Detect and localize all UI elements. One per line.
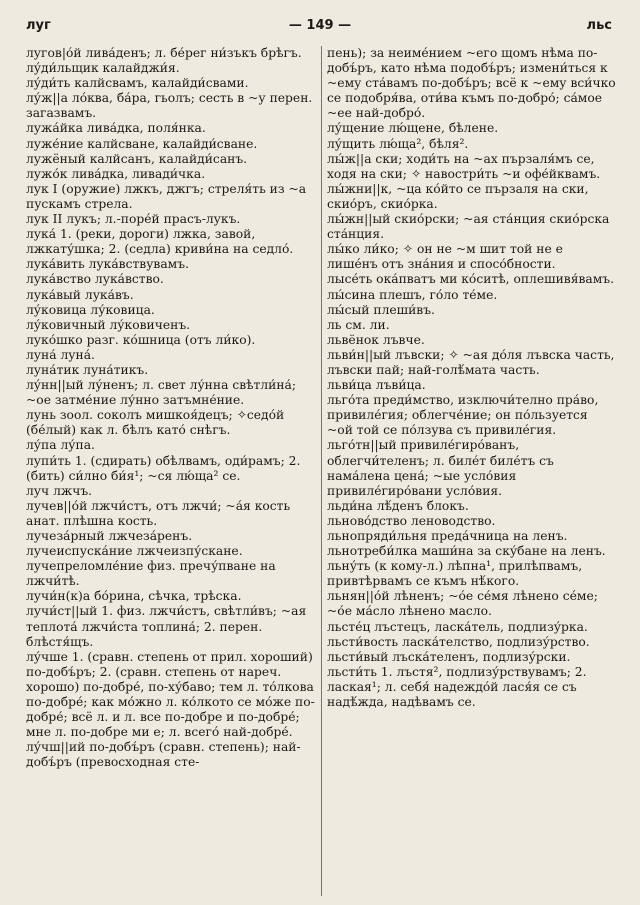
dictionary-entry: льсте́ц лъстецъ, ласка́тель, подлизу́рка.: [327, 619, 588, 634]
right-column: [327, 46, 617, 898]
dictionary-entry: льсти́вость ласка́телство, подлизу́рство.: [327, 634, 590, 649]
dictionary-entry: льсти́ть 1. лъстя², подлизу́рствувамъ; 2. лаская¹; л. себя́ надеждо́й лася́я се съ надѣ́жда, надѣвамъ се.: [327, 664, 587, 710]
dictionary-entry: лу́ковица лу́ковица.: [26, 302, 155, 317]
dictionary-entry: луже́ние калйсване, калайди́сване.: [26, 136, 258, 151]
dictionary-entry: лучи́ст||ый 1. физ. лжчи́стъ, свѣтли́въ; ~ая теплота́ лжчи́ста топлина́; 2. перен. блѣстя́щъ.: [26, 604, 307, 649]
dictionary-entry: льви́н||ый лъвски; ✧ ~ая до́ля лъвска часть, лъвски пай; най-голѣ́мата часть.: [327, 347, 615, 377]
dictionary-entry: лучи́н(к)а бо́рина, сѣчка, трѣска.: [26, 589, 242, 604]
dictionary-entry: лучев||о́й лжчи́стъ, отъ лжчи́; ~а́я кость анат. плѣшна кость.: [26, 498, 291, 528]
header-right-guide-word: льс: [586, 18, 612, 33]
dictionary-entry: лужо́к лива́дка, ливади́чка.: [26, 166, 206, 181]
dictionary-entry: ль см. ли.: [327, 317, 390, 332]
dictionary-entry: луна́тик луна́тикъ.: [26, 362, 149, 377]
dictionary-entry: лук II лукъ; л.-поре́й прасъ-лукъ.: [26, 212, 241, 227]
dictionary-entry: лу́ди́льщик калайджи́я.: [26, 61, 180, 76]
dictionary-entry: лу́чш||ий по-добъ́ръ (сравн. степень); най-добъ́ръ (превосходная сте-: [26, 740, 301, 770]
dictionary-entry: лу́ковичный лу́ковиченъ.: [26, 317, 191, 332]
dictionary-entry: льново́дство леноводство.: [327, 513, 496, 528]
dictionary-entry: пень); за неиме́нием ~его щомъ нѣма по-добъ́ръ, като нѣма подобъ́ръ; измени́ться к ~ему ста́вамъ по-добъ́ръ; всё к ~ему вси́чко се подобря́ва, оти́ва къмъ по-добро́; са́мое ~ее най-добро́.: [327, 46, 616, 121]
dictionary-entry: лучеиспуска́ние лжчеизпу́скане.: [26, 544, 243, 559]
dictionary-entry: лысе́ть ока́пватъ ми ко́ситѣ, оплешивя́вамъ.: [327, 272, 615, 287]
dictionary-entry: лы́ко ли́ко; ✧ он не ~м шит той не е лише́нъ отъ зна́ния и спосо́бности.: [327, 242, 563, 272]
dictionary-entry: луко́шко разг. ко́шница (отъ ли́ко).: [26, 332, 256, 347]
dictionary-entry: лука́вый лука́въ.: [26, 287, 134, 302]
dictionary-entry: льну́ть (к кому-л.) лѣпна¹, прилѣпвамъ, привтѣрвамъ се къмъ нѣ́кого.: [327, 559, 583, 589]
header-left-guide-word: луг: [26, 18, 51, 33]
dictionary-entry: лу́нн||ый лу́ненъ; л. свет лу́нна свѣтли́на́; ~ое затме́ние лу́нно затъмне́ние.: [26, 378, 297, 408]
dictionary-entry: лук I (оружие) лжкъ, джгъ; стреля́ть из ~а пускамъ стрела.: [26, 181, 307, 211]
dictionary-entry: льди́на лѣ́денъ блокъ.: [327, 498, 469, 513]
column-divider: [321, 46, 322, 896]
dictionary-entry: лу́чше 1. (сравн. степень от прил. хороший) по-добъ́ръ; 2. (сравн. степень от нареч. хорошо) по-добре́, по-ху́баво; тем л. то́лкова по-добре́; как мо́жно л. ко́лкото се мо́же по-добре́; всё л. и л. все по-добре и по-добре́; мне л. по-добре ми е; л. всего́ най-добре́.: [26, 649, 315, 740]
dictionary-entry: лы́сый плеши́въ.: [327, 302, 435, 317]
dictionary-entry: льви́ца лъви́ца.: [327, 378, 426, 393]
dictionary-entry: лугов|о́й лива́денъ; л. бе́рег ни́зъкъ брѣгъ.: [26, 46, 302, 60]
dictionary-entry: лупи́ть 1. (сдирать) обѣлвамъ, оди́рамъ; 2. (бить) си́лно би́я¹; ~ся лю́ща² се.: [26, 453, 301, 483]
dictionary-entry: лука́вить лука́вствувамъ.: [26, 257, 189, 272]
dictionary-entry: львёнок лъвче.: [327, 332, 425, 347]
dictionary-entry: лу́ж||а ло́ква, ба́ра, гьолъ; сесть в ~у перен. загазвамъ.: [26, 91, 313, 121]
dictionary-entry: лы́сина плешъ, го́ло те́ме.: [327, 287, 498, 302]
dictionary-entry: луч лжчъ.: [26, 483, 93, 498]
dictionary-entry: лу́ди́ть калйсвамъ, калайди́свами.: [26, 76, 249, 91]
dictionary-entry: луна́ луна́.: [26, 347, 95, 362]
dictionary-entry: лука́вство лука́вство.: [26, 272, 164, 287]
dictionary-entry: лучепреломле́ние физ. пречу́пване на лжчи́тѣ.: [26, 559, 276, 589]
dictionary-entry: лы́жни||к, ~ца ко́йто се пързаля на ски, скио́ръ, скио́рка.: [327, 181, 589, 211]
dictionary-entry: лужёный калйсанъ, калайди́санъ.: [26, 151, 248, 166]
page-header: [0, 18, 640, 38]
dictionary-entry: лука́ 1. (реки, дороги) лжка, завой, лжкату́шка; 2. (седла) криви́на на седло́.: [26, 227, 294, 257]
dictionary-entry: лу́па лу́па.: [26, 438, 95, 453]
dictionary-entry: лунь зоол. соколъ мишкоя́децъ; ✧седо́й (бе́лый) как л. бѣлъ като́ снѣгъ.: [26, 408, 285, 438]
dictionary-entry: льсти́вый лъска́теленъ, подлизу́рски.: [327, 649, 571, 664]
page-number: — 149 —: [288, 18, 352, 33]
dictionary-entry: льнопряди́льня преда́чница на ленъ.: [327, 529, 568, 543]
dictionary-entry: лу́щение лю́щене, бѣлене.: [327, 121, 499, 136]
dictionary-entry: лы́ж||а ски; ходи́ть на ~ах пързаля́мъ се, ходя на ски; ✧ навостри́ть ~и офе́йквамъ.: [327, 151, 601, 181]
dictionary-entry: льнотреби́лка маши́на за ску́бане на ленъ.: [327, 544, 606, 559]
dictionary-entry: льнян||о́й лѣненъ; ~о́е се́мя лѣнено се́ме; ~о́е ма́сло лѣнено масло.: [327, 589, 598, 619]
dictionary-entry: лу́щить лю́ща², бѣля².: [327, 136, 469, 151]
dictionary-entry: лы́жн||ый скио́рски; ~ая ста́нция скио́рска ста́нция.: [327, 212, 610, 242]
dictionary-entry: лужа́йка лива́дка, поля́нка.: [26, 121, 206, 136]
dictionary-entry: льго́та преди́мство, изключи́телно пра́во, привиле́гия; облегче́ние; он по́льзуется ~ой той се по́лзува съ привиле́гия.: [327, 393, 599, 438]
left-column: [26, 46, 316, 898]
dictionary-entry: льго́тн||ый привиле́гиро́ванъ, облегчи́теленъ; л. биле́т биле́тъ съ нама́лена цена́; ~ые усло́вия привиле́гиро́вани усло́вия.: [327, 438, 554, 498]
dictionary-entry: лучеза́рный лжчеза́ренъ.: [26, 529, 193, 543]
